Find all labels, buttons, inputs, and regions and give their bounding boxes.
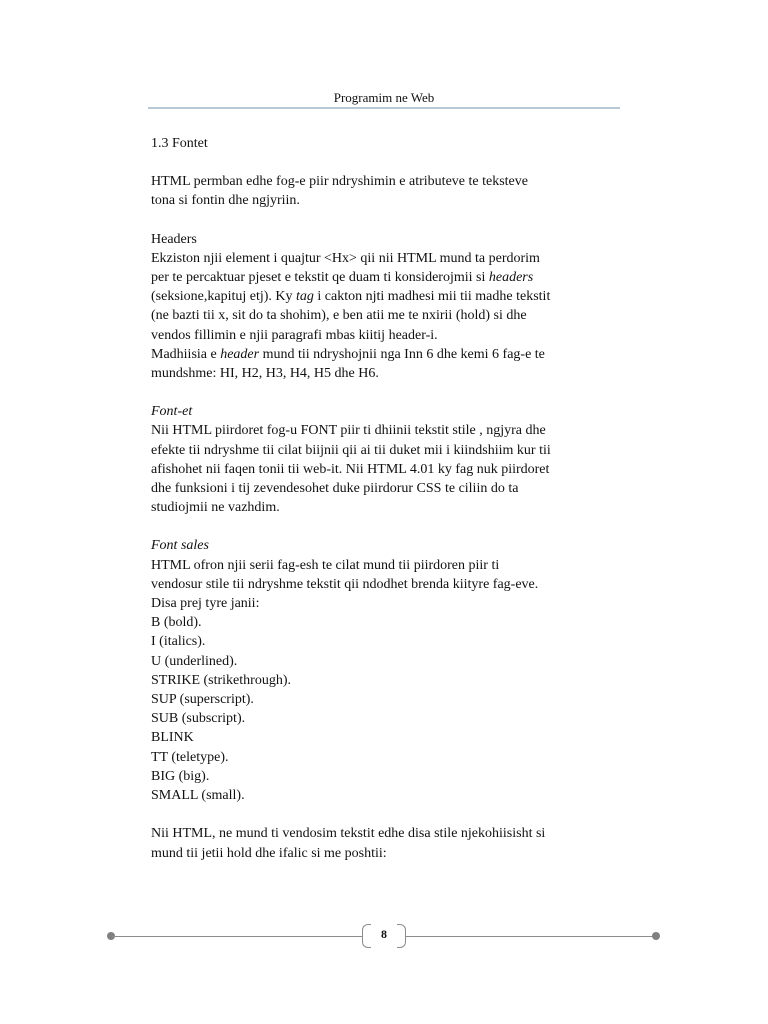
tag-list-item: SMALL (small). [151, 788, 245, 804]
spacer [151, 805, 617, 824]
fontet-line: Nii HTML piirdoret fog-u FONT piir ti dhiinii tekstit stile , ngjyra dhe [151, 423, 546, 439]
headers-line: mundshme: HI, H2, H3, H4, H5 dhe H6. [151, 366, 379, 382]
spacer [151, 153, 617, 172]
closing-line: mund tii jetii hold dhe ifalic si me poshtii: [151, 845, 387, 861]
text-run: (seksione,kapituj etj). Ky [151, 289, 297, 305]
italic-term: tag [296, 289, 314, 305]
right-brace-ornament [397, 924, 406, 948]
text-run: i cakton njti madhesi mii tii madhe tekstit [313, 289, 551, 305]
tag-list-item: BIG (big). [151, 768, 210, 784]
tag-list-item: SUB (subscript). [151, 711, 246, 727]
closing-line: Nii HTML, ne mund ti vendosim tekstit edhe disa stile njekohiisisht si [151, 826, 546, 842]
page-number: 8 [381, 927, 387, 941]
headers-line: vendos fillimin e njii paragrafi mbas kiitij header-i. [151, 327, 438, 343]
headers-line [151, 345, 617, 364]
headers-line [151, 268, 617, 287]
footer-rule-left [112, 936, 362, 937]
section-heading: 1.3 Fontet [151, 136, 208, 151]
italic-term: headers [488, 270, 534, 286]
fontet-line: efekte tii ndryshme tii cilat biijnii qii ai tii duket mii i kiindshiim kur tii [151, 442, 551, 458]
tag-list-item: BLINK [151, 730, 194, 746]
intro-line: HTML permban edhe fog-e piir ndryshimin e atributeve te teksteve [151, 174, 528, 190]
intro-line: tona si fontin dhe ngjyriin. [151, 193, 300, 209]
header-rule [148, 107, 620, 109]
spacer [151, 517, 617, 536]
headers-line: (ne bazti tii x, sit do ta shohim), e ben atii me te nxirii (hold) si dhe [151, 308, 527, 324]
tag-list-item: I (italics). [151, 634, 206, 650]
spacer [151, 383, 617, 402]
tag-list-item: TT (teletype). [151, 749, 229, 765]
font-sales-line: HTML ofron njii serii fag-esh te cilat mund tii piirdoren piir ti [151, 557, 500, 573]
italic-term: header [220, 346, 260, 362]
text-run: Madhiisia e [151, 346, 221, 362]
headers-line [151, 287, 617, 306]
page-content [151, 134, 617, 863]
text-run: per te percaktuar pjeset e tekstit qe duam ti konsiderojmii si [151, 270, 489, 286]
tag-list-item: STRIKE (strikethrough). [151, 672, 291, 688]
spacer [151, 211, 617, 230]
page-number-box [362, 924, 406, 948]
text-run: mund tii ndryshojnii nga Inn 6 dhe kemi 6 fag-e te [259, 346, 545, 362]
fontet-line: studiojmii ne vazhdim. [151, 500, 280, 516]
fontet-title: Font-et [151, 404, 193, 420]
fontet-line: afishohet nii faqen tonii tii web-it. Nii HTML 4.01 ky fag nuk piirdoret [151, 461, 550, 477]
tag-list-item: SUP (superscript). [151, 692, 254, 708]
font-sales-line: Disa prej tyre janii: [151, 596, 260, 612]
tag-list-item: B (bold). [151, 615, 202, 631]
footer-rule-right [406, 936, 656, 937]
headers-title: Headers [151, 231, 197, 247]
fontet-line: dhe funksioni i tij zevendesohet duke piirdorur CSS te ciliin do ta [151, 481, 519, 497]
tag-list-item: U (underlined). [151, 653, 238, 669]
font-sales-line: vendosur stile tii ndryshme tekstit qii ndodhet brenda kiityre fag-eve. [151, 576, 539, 592]
headers-line: Ekziston njii element i quajtur <Hx> qii nii HTML mund ta perdorim [151, 250, 540, 266]
font-sales-title: Font sales [151, 538, 209, 554]
footer-right-dot [652, 932, 660, 940]
running-header: Programim ne Web [333, 90, 435, 105]
